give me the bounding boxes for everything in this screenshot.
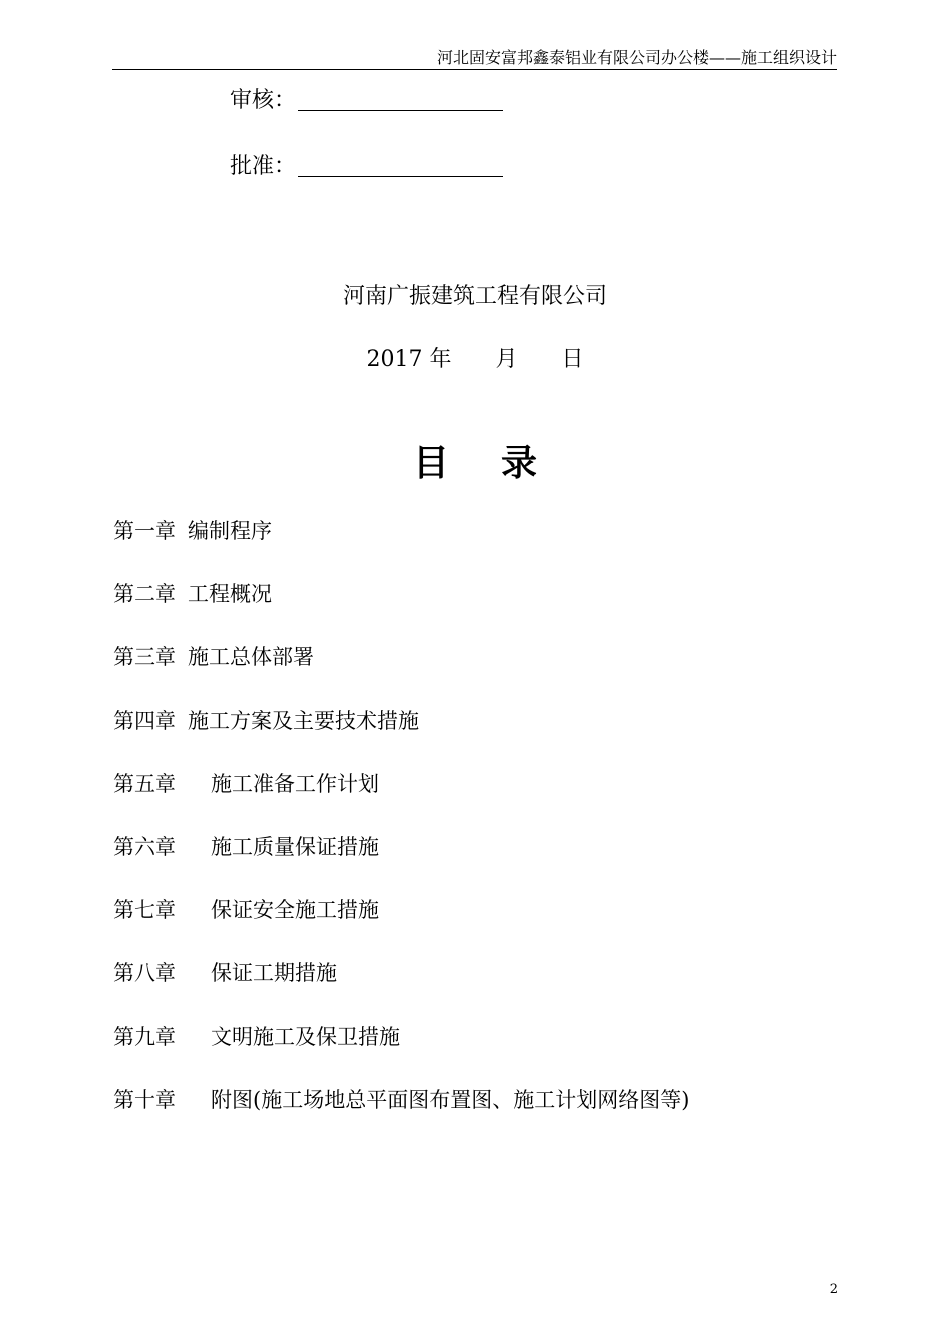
toc-chapter-title: 施工方案及主要技术措施 <box>188 708 419 733</box>
toc-item[interactable] <box>113 1085 689 1148</box>
toc-chapter-number: 第五章 <box>113 771 176 796</box>
date-day: 日 <box>561 347 584 372</box>
toc-chapter-number: 第十章 <box>113 1087 176 1112</box>
toc-title-part1: 目 <box>412 442 449 484</box>
toc-chapter-number: 第七章 <box>113 898 176 923</box>
approve-signature-line <box>298 156 503 177</box>
toc-title <box>0 438 950 488</box>
toc-chapter-title: 施工总体部署 <box>188 645 314 670</box>
toc-item[interactable] <box>113 579 689 642</box>
toc-item[interactable] <box>113 516 689 579</box>
toc-chapter-title: 保证安全施工措施 <box>211 898 379 923</box>
page-header <box>112 47 837 70</box>
toc-item[interactable] <box>113 1022 689 1085</box>
toc-chapter-number: 第六章 <box>113 834 176 859</box>
approve-label: 批准： <box>230 154 297 179</box>
review-label: 审核： <box>230 88 297 113</box>
approve-signature-row <box>230 152 503 182</box>
toc-chapter-title: 文明施工及保卫措施 <box>211 1024 400 1049</box>
review-signature-line <box>298 90 503 111</box>
toc-chapter-title: 保证工期措施 <box>211 961 337 986</box>
toc-chapter-number: 第三章 <box>113 645 176 670</box>
company-name: 河南广振建筑工程有限公司 <box>342 284 607 309</box>
toc-chapter-title: 附图(施工场地总平面图布置图、施工计划网络图等) <box>211 1087 690 1112</box>
toc-item[interactable] <box>113 769 689 832</box>
document-date <box>0 345 950 375</box>
toc-chapter-title: 施工准备工作计划 <box>211 771 379 796</box>
toc-item[interactable] <box>113 895 689 958</box>
toc-chapter-number: 第九章 <box>113 1024 176 1049</box>
date-year: 2017 年 <box>366 347 452 372</box>
toc-chapter-number: 第一章 <box>113 519 176 543</box>
toc-chapter-number: 第八章 <box>113 961 176 986</box>
toc-chapter-number: 第二章 <box>113 582 176 607</box>
toc-chapter-title: 编制程序 <box>188 519 272 543</box>
table-of-contents <box>113 516 689 1148</box>
date-month: 月 <box>495 347 518 372</box>
page-number: 2 <box>829 1282 838 1297</box>
toc-item[interactable] <box>113 958 689 1021</box>
toc-item[interactable] <box>113 642 689 705</box>
review-signature-row <box>230 86 503 116</box>
toc-chapter-title: 工程概况 <box>188 582 272 607</box>
header-text: 河北固安富邦鑫泰铝业有限公司办公楼——施工组织设计 <box>436 48 837 67</box>
toc-chapter-title: 施工质量保证措施 <box>211 834 379 859</box>
toc-title-part2: 录 <box>501 442 538 484</box>
toc-item[interactable] <box>113 832 689 895</box>
toc-item[interactable] <box>113 706 689 769</box>
toc-chapter-number: 第四章 <box>113 708 176 733</box>
